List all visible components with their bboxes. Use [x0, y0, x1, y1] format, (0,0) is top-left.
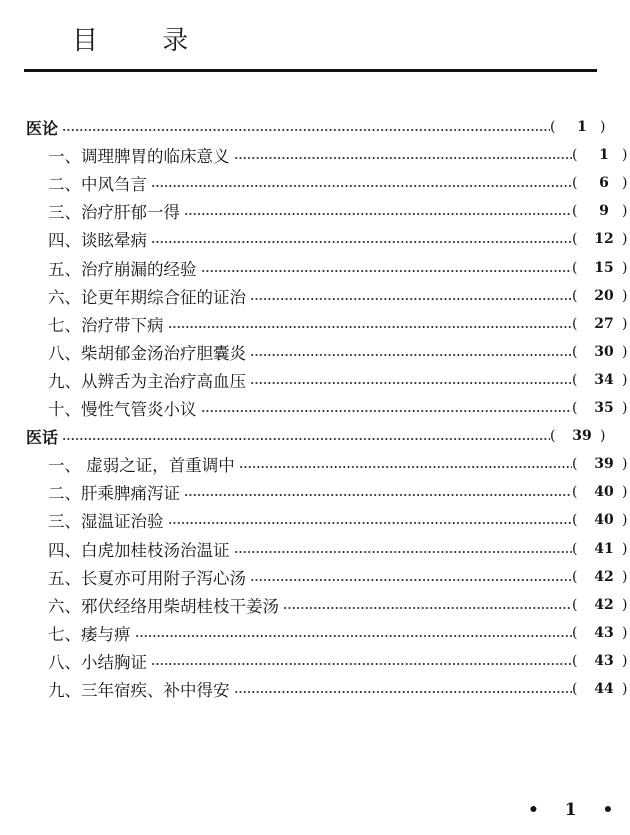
toc-entry-title: 七、治疗带下病: [48, 315, 164, 335]
open-paren: (: [572, 231, 578, 248]
toc-entry[interactable]: [0, 647, 630, 675]
toc-entry-title: 医论: [26, 118, 59, 138]
dot-leader: [62, 129, 550, 131]
toc-page-number: 39: [594, 456, 614, 473]
toc-entry-title: 医话: [26, 427, 59, 447]
toc-entry-title: 四、白虎加桂枝汤治温证: [48, 540, 230, 560]
toc-page-number: 15: [594, 259, 614, 276]
close-paren: ): [622, 568, 628, 585]
toc-entry[interactable]: [0, 169, 630, 197]
toc-entry[interactable]: [0, 535, 630, 563]
dot-leader: [250, 382, 572, 384]
toc-entry[interactable]: [0, 591, 630, 619]
toc-page-number: 30: [594, 343, 614, 360]
toc-entry-title: 十、慢性气管炎小议: [48, 400, 197, 419]
toc-page-ref: [572, 147, 630, 163]
toc-page-number: 43: [594, 624, 614, 641]
close-paren: ): [622, 681, 628, 697]
open-paren: (: [572, 596, 578, 613]
toc-page-number: 42: [594, 568, 614, 585]
toc-page-ref: [572, 597, 630, 613]
toc-page-number: 39: [572, 428, 592, 445]
dot-leader: [234, 691, 573, 693]
toc-entry-title: 九、从辨舌为主治疗高血压: [48, 371, 246, 391]
dot-leader: [184, 494, 572, 496]
toc-page-number: 1: [577, 119, 587, 135]
dot-leader: [250, 354, 572, 356]
close-paren: ): [622, 343, 628, 360]
toc-entry-title: 二、肝乘脾痛泻证: [48, 484, 180, 504]
close-paren: ): [622, 624, 628, 641]
close-paren: ): [622, 371, 628, 388]
close-paren: ): [622, 540, 628, 557]
toc-page-ref: [572, 344, 630, 360]
open-paren: (: [572, 400, 578, 416]
toc-entry[interactable]: [0, 338, 630, 366]
toc-entry[interactable]: [0, 366, 630, 394]
toc-page-number: 40: [594, 484, 614, 501]
close-paren: ): [622, 400, 628, 416]
toc-section[interactable]: [0, 422, 630, 450]
dot-leader: [62, 438, 550, 440]
toc-entry-title: 八、柴胡郁金汤治疗胆囊炎: [48, 343, 246, 363]
dot-leader: [201, 410, 573, 412]
open-paren: (: [572, 456, 578, 473]
page-number: • 1 •: [528, 800, 624, 820]
open-paren: (: [572, 512, 578, 529]
dot-leader: [151, 241, 572, 243]
toc-entry-title: 九、三年宿疾、补中得安: [48, 681, 230, 700]
open-paren: (: [572, 624, 578, 641]
toc-page-ref: [572, 400, 630, 416]
toc-page-ref: [572, 653, 630, 669]
close-paren: ): [622, 231, 628, 248]
open-paren: (: [572, 540, 578, 557]
dot-leader: [168, 522, 573, 524]
toc-page-number: 44: [594, 681, 614, 697]
dot-leader: [184, 213, 572, 215]
toc-entry-title: 三、湿温证治验: [48, 512, 164, 532]
toc-page-ref: [572, 512, 630, 528]
open-paren: (: [572, 315, 578, 332]
open-paren: (: [572, 259, 578, 276]
toc-entry-title: 一、 虚弱之证，首重调中: [48, 456, 235, 476]
toc-page-ref: [572, 203, 630, 219]
dot-leader: [239, 466, 572, 468]
toc-entry-title: 三、治疗肝郁一得: [48, 203, 180, 223]
toc-page-ref: [572, 569, 630, 585]
toc-entry-title: 六、论更年期综合征的证治: [48, 287, 246, 307]
close-paren: ): [622, 287, 628, 304]
toc-entry-title: 六、邪伏经络用柴胡桂枝干姜汤: [48, 596, 279, 616]
toc-entry[interactable]: [0, 310, 630, 338]
close-paren: ): [600, 119, 606, 135]
toc-page-ref: [550, 119, 624, 135]
toc-entry[interactable]: [0, 619, 630, 647]
dot-leader: [234, 157, 573, 159]
open-paren: (: [572, 175, 578, 192]
toc-entry[interactable]: [0, 563, 630, 591]
toc-page-number: 20: [594, 287, 614, 304]
toc-page-ref: [572, 231, 630, 247]
toc-page-ref: [572, 541, 630, 557]
toc-page-ref: [572, 175, 630, 191]
toc-entry[interactable]: [0, 506, 630, 534]
dot-leader: [283, 607, 572, 609]
toc-entry-title: 二、中风刍言: [48, 175, 147, 195]
open-paren: (: [572, 287, 578, 304]
toc-entry-title: 五、治疗崩漏的经验: [48, 259, 197, 279]
close-paren: ): [622, 484, 628, 501]
dot-leader: [151, 185, 572, 187]
toc-entry[interactable]: [0, 394, 630, 422]
page-title: 目 录: [72, 26, 217, 56]
toc-page-number: 27: [594, 315, 614, 332]
toc-entry[interactable]: [0, 254, 630, 282]
toc-page-ref: [550, 428, 624, 444]
close-paren: ): [622, 259, 628, 276]
open-paren: (: [572, 568, 578, 585]
toc-entry-title: 八、小结胸证: [48, 652, 147, 672]
toc-entry[interactable]: [0, 197, 630, 225]
close-paren: ): [600, 428, 606, 445]
toc-page-ref: [572, 316, 630, 332]
close-paren: ): [622, 315, 628, 332]
toc-entry[interactable]: [0, 478, 630, 506]
toc-page-number: 6: [599, 175, 609, 192]
toc-entry[interactable]: [0, 225, 630, 253]
close-paren: ): [622, 175, 628, 192]
dot-leader: [168, 326, 573, 328]
toc-page-number: 34: [594, 371, 614, 388]
toc-page-ref: [572, 625, 630, 641]
open-paren: (: [572, 343, 578, 360]
dot-leader: [234, 551, 573, 553]
toc-entry-title: 四、谈眩晕病: [48, 231, 147, 251]
toc-page-number: 41: [594, 540, 614, 557]
toc-section[interactable]: [0, 113, 630, 141]
close-paren: ): [622, 456, 628, 473]
close-paren: ): [622, 512, 628, 529]
toc-page-ref: [572, 260, 630, 276]
toc-entry-title: 七、痿与痹: [48, 624, 131, 644]
toc-page-number: 12: [594, 231, 614, 248]
close-paren: ): [622, 652, 628, 669]
toc-page-number: 43: [594, 652, 614, 669]
toc-entry[interactable]: [0, 141, 630, 169]
title-rule: [24, 69, 597, 72]
toc-entry[interactable]: [0, 450, 630, 478]
open-paren: (: [572, 147, 578, 164]
toc-page-number: 42: [594, 596, 614, 613]
toc-page-ref: [572, 681, 630, 697]
close-paren: ): [622, 203, 628, 220]
dot-leader: [135, 635, 573, 637]
open-paren: (: [572, 203, 578, 220]
open-paren: (: [572, 484, 578, 501]
toc-page-ref: [572, 456, 630, 472]
toc-page-number: 9: [599, 203, 609, 220]
dot-leader: [250, 579, 572, 581]
open-paren: (: [572, 371, 578, 388]
toc-page-number: 35: [594, 400, 614, 416]
toc-entry-title: 一、调理脾胃的临床意义: [48, 147, 230, 167]
toc-page-ref: [572, 288, 630, 304]
toc-entry-title: 五、长夏亦可用附子泻心汤: [48, 568, 246, 588]
dot-leader: [201, 270, 573, 272]
toc-entry[interactable]: [0, 675, 630, 703]
toc-page-ref: [572, 484, 630, 500]
dot-leader: [250, 298, 572, 300]
dot-leader: [151, 663, 572, 665]
close-paren: ): [622, 147, 628, 164]
toc-page-number: 40: [594, 512, 614, 529]
open-paren: (: [550, 428, 556, 445]
toc-page-number: 1: [599, 147, 609, 164]
open-paren: (: [572, 681, 578, 697]
toc-page-ref: [572, 372, 630, 388]
close-paren: ): [622, 596, 628, 613]
open-paren: (: [550, 119, 556, 135]
open-paren: (: [572, 652, 578, 669]
toc-entry[interactable]: [0, 282, 630, 310]
